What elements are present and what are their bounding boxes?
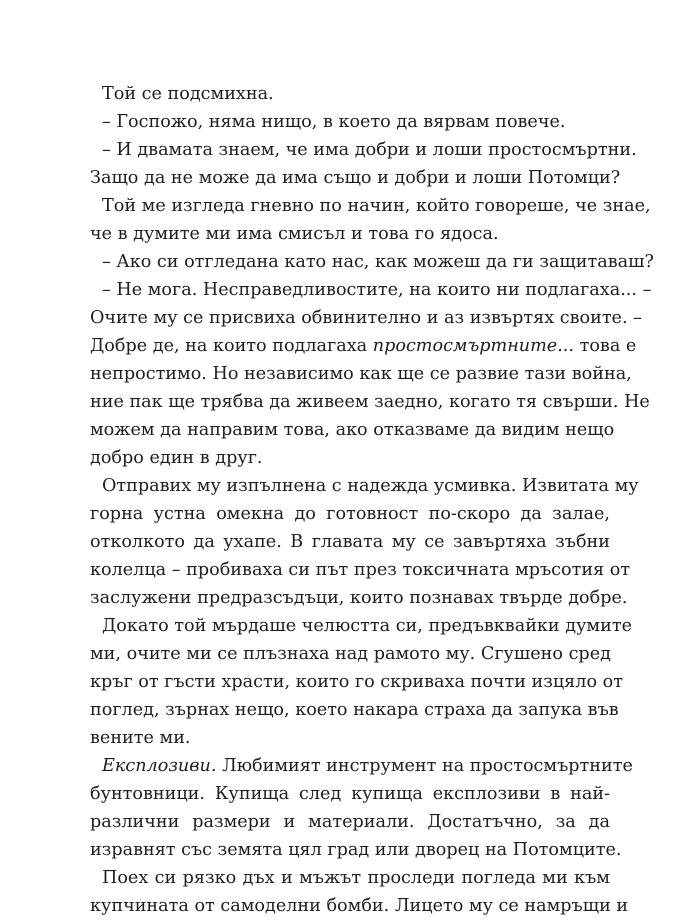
text-line: – И двамата знаем, че има добри и лоши простосмъртни. xyxy=(102,140,637,160)
text-line: Очите му се присвиха обвинително и аз извъртях своите. – xyxy=(90,308,642,328)
text-line: – Ако си отгледана като нас, как можеш да ги защитаваш? xyxy=(102,252,654,272)
text-line: различни размери и материали. Достатъчно, за да xyxy=(90,812,610,832)
text-segment: Добре де, на които подлагаха xyxy=(90,336,373,356)
italic-text: простосмъртните... xyxy=(372,336,574,356)
text-line: бунтовници. Купища след купища експлозиви в най- xyxy=(90,784,610,804)
text-line: заслужени предразсъдъци, които познавах твърде добре. xyxy=(90,588,628,608)
text-line: вените ми. xyxy=(90,728,191,748)
text-line: ми, очите ми се плъзнаха над рамото му. Сгушено сред xyxy=(90,644,611,664)
text-line: купчината от самоделни бомби. Лицето му се намръщи и xyxy=(90,896,629,916)
text-line: Поех си рязко дъх и мъжът проследи погледа ми към xyxy=(102,868,610,888)
text-line: Той се подсмихна. xyxy=(102,84,274,104)
text-line: изравнят със земята цял град или дворец на Потомците. xyxy=(90,840,622,860)
text-line: Той ме изгледа гневно по начин, който говореше, че знае, xyxy=(102,196,651,216)
text-line xyxy=(90,332,637,360)
text-line: колелца – пробиваха си път през токсичната мръсотия от xyxy=(90,560,631,580)
text-line: че в думите ми има смисъл и това го ядоса. xyxy=(90,224,499,244)
text-line: непростимо. Но независимо как ще се развие тази война, xyxy=(90,364,632,384)
italic-text: Експлозиви. xyxy=(102,756,217,776)
text-line: Защо да не може да има също и добри и лоши Потомци? xyxy=(90,168,621,188)
text-line: поглед, зърнах нещо, което накара страха да запука във xyxy=(90,700,619,720)
text-line: Докато той мърдаше челюстта си, предъвквайки думите xyxy=(102,616,632,636)
text-line: ние пак ще трябва да живеем заедно, когато тя свърши. Не xyxy=(90,392,650,412)
text-line: Отправих му изпълнена с надежда усмивка. Извитата му xyxy=(102,476,639,496)
text-segment: това е xyxy=(574,336,637,356)
text-line: горна устна омекна до готовност по-скоро да залае, xyxy=(90,504,610,524)
text-line: – Не мога. Несправедливостите, на които ни подлагаха... – xyxy=(102,280,652,300)
text-line xyxy=(102,752,633,780)
text-line: можем да направим това, ако отказваме да видим нещо xyxy=(90,420,615,440)
text-line: кръг от гъсти храсти, които го скриваха почти изцяло от xyxy=(90,672,623,692)
text-segment: Любимият инструмент на простосмъртните xyxy=(216,756,633,776)
text-line: – Госпожо, няма нищо, в което да вярвам повече. xyxy=(102,112,566,132)
text-line: добро един в друг. xyxy=(90,448,263,468)
text-line: отколкото да ухапе. В главата му се завъртяха зъбни xyxy=(90,532,610,552)
